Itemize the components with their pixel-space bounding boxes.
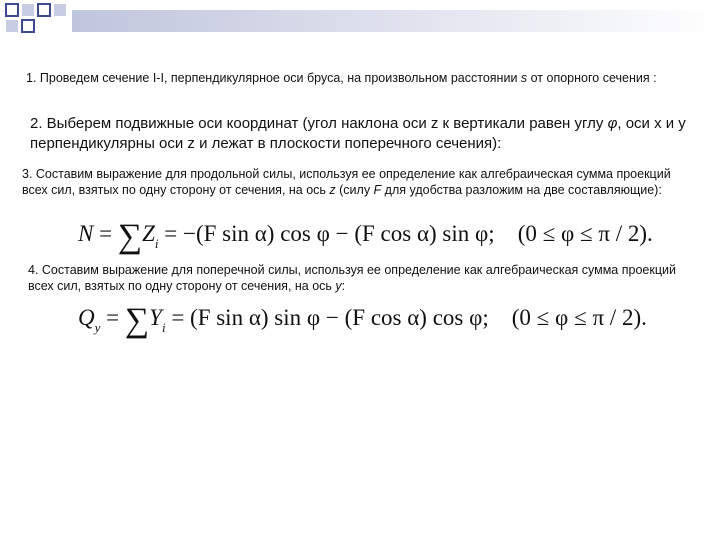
p3-var-F: F	[373, 183, 382, 197]
f1-sum-symbol: ∑	[117, 218, 143, 255]
f2-term: Y	[149, 305, 162, 330]
square-outline-1	[6, 4, 18, 16]
f1-lhs: N	[78, 221, 94, 246]
square-light-3	[6, 20, 18, 32]
f2-lhs-sub: y	[94, 320, 101, 335]
p2-text-end: , оси x и y перпендикулярны оси z и лежат в плоскости поперечного сечения):	[30, 115, 686, 152]
f2-equals: =	[100, 305, 125, 330]
p4-var-y: y	[335, 279, 342, 293]
header-stripe	[72, 10, 720, 32]
square-light-1	[22, 4, 34, 16]
formula-longitudinal-force	[78, 218, 653, 256]
paragraph-1	[26, 70, 686, 86]
formula-shear-force	[78, 302, 647, 340]
f1-range: (0 ≤ φ ≤ π / 2).	[517, 221, 653, 246]
square-light-2	[54, 4, 66, 16]
p1-text: 1. Проведем сечение I-I, перпендикулярное оси бруса, на произвольном расстоянии	[26, 71, 521, 85]
f1-term: Z	[142, 221, 155, 246]
f1-equals: =	[93, 221, 118, 246]
f2-lhs: Q	[78, 305, 95, 330]
p3-text-end: для удобства разложим на две составляющие):	[381, 183, 662, 197]
square-outline-2	[38, 4, 50, 16]
paragraph-3	[22, 166, 682, 198]
p4-text: 4. Составим выражение для поперечной силы, используя ее определение как алгебраическая сумма проекций всех сил, взятых по одну сторону от сечения, на ось	[28, 263, 676, 293]
paragraph-4	[28, 262, 688, 294]
p3-var-z: z	[329, 183, 336, 197]
p1-var-s: s	[520, 71, 528, 85]
slide-header-decoration	[0, 0, 720, 40]
f2-rhs: = (F sin α) sin φ − (F cos α) cos φ;	[165, 305, 489, 330]
f2-range: (0 ≤ φ ≤ π / 2).	[511, 305, 647, 330]
square-outline-3	[22, 20, 34, 32]
p1-text-end: от опорного сечения :	[527, 71, 657, 85]
f1-rhs: = −(F sin α) cos φ − (F cos α) sin φ;	[158, 221, 495, 246]
f2-term-sub: i	[161, 320, 166, 335]
p4-text-end: :	[341, 279, 346, 293]
p3-text: 3. Составим выражение для продольной силы, используя ее определение как алгебраическая сумма проекций всех сил, взятых по одну сторону от сечения, на ось	[22, 167, 671, 197]
p3-text-mid: (силу	[335, 183, 374, 197]
f1-term-sub: i	[154, 236, 159, 251]
p2-var-phi: φ	[607, 115, 618, 132]
paragraph-2	[30, 114, 690, 153]
f2-sum-symbol: ∑	[124, 302, 150, 339]
p2-text: 2. Выберем подвижные оси координат (угол наклона оси z к вертикали равен углу	[30, 115, 608, 132]
header-squares	[0, 0, 70, 40]
